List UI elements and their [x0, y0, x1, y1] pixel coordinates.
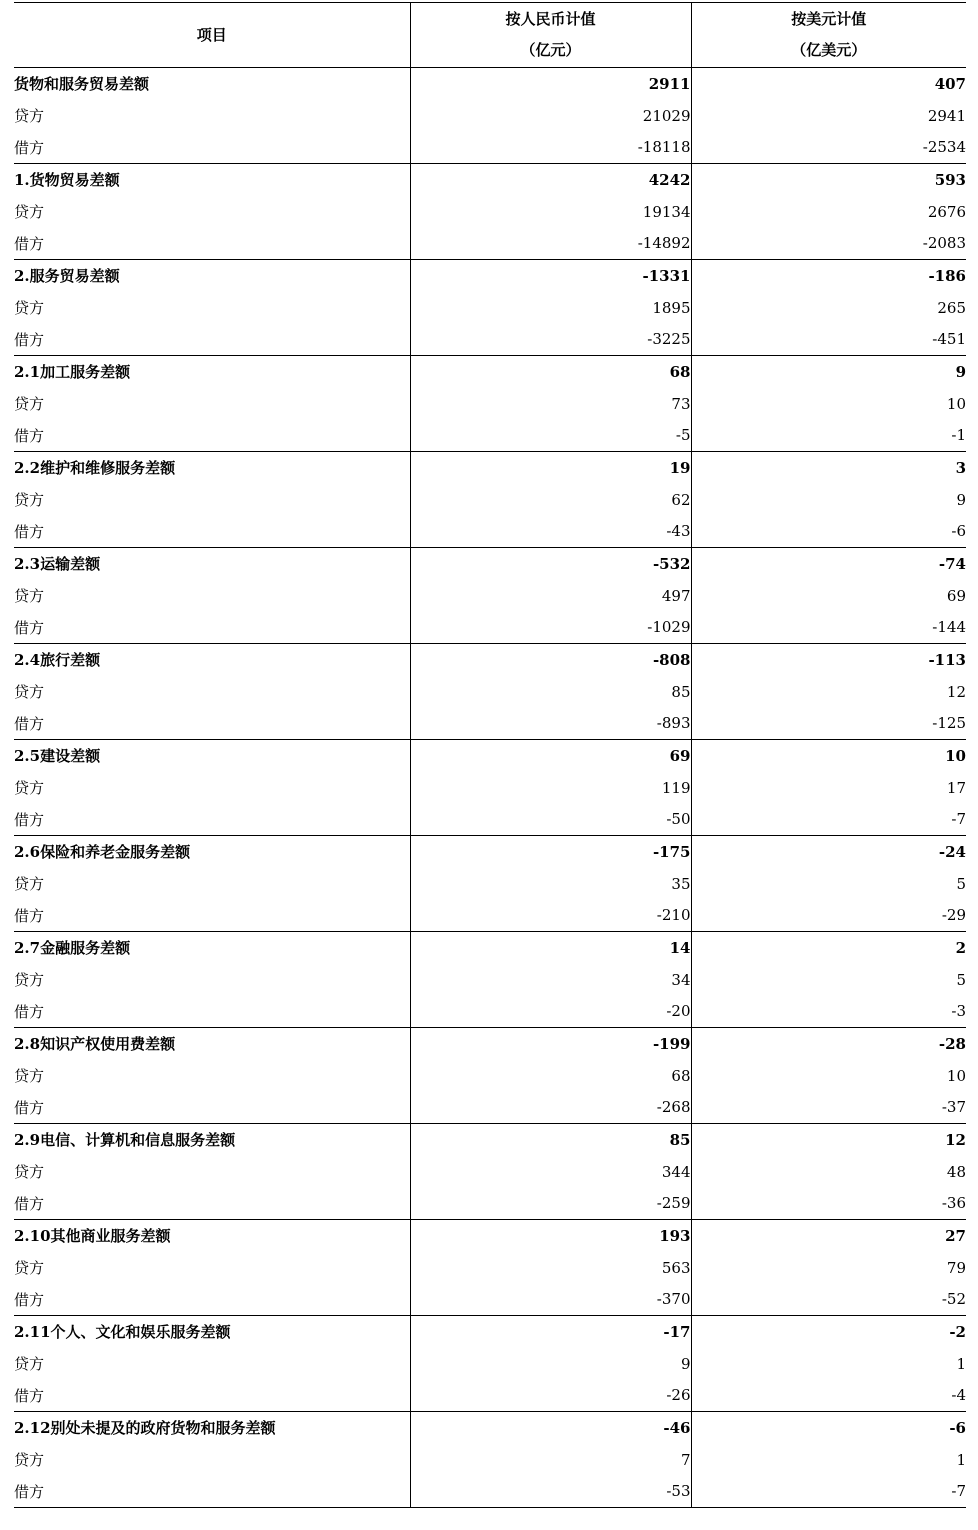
rmb-value: -46 [410, 1412, 691, 1444]
rmb-value: -199 [410, 1028, 691, 1060]
group-total-row [14, 932, 966, 964]
rmb-value: -14892 [410, 228, 691, 260]
rmb-value: -43 [410, 516, 691, 548]
credit-row [14, 388, 966, 420]
row-label: 贷方 [14, 779, 45, 797]
row-label: 借方 [14, 996, 410, 1028]
rmb-value: 1895 [410, 292, 691, 324]
table-header-row [14, 3, 966, 68]
rmb-value: -1029 [410, 612, 691, 644]
usd-value: -7 [691, 1476, 966, 1508]
group-total-row [14, 260, 966, 292]
rmb-value: -53 [410, 1476, 691, 1508]
rmb-value: -50 [410, 804, 691, 836]
row-label: 贷方 [14, 395, 45, 413]
header-item [14, 3, 410, 68]
usd-value: 3 [691, 452, 966, 484]
row-label: 贷方 [14, 491, 45, 509]
rmb-value: -3225 [410, 324, 691, 356]
usd-value: 5 [691, 964, 966, 996]
rmb-value: 85 [410, 1124, 691, 1156]
debit-row [14, 516, 966, 548]
usd-value: 10 [691, 388, 966, 420]
row-label: 借方 [14, 516, 410, 548]
usd-value: -4 [691, 1380, 966, 1412]
usd-value: 48 [691, 1156, 966, 1188]
usd-value: -451 [691, 324, 966, 356]
group-total-row [14, 740, 966, 772]
row-label: 借方 [14, 324, 410, 356]
usd-value: 10 [691, 740, 966, 772]
header-item-label: 项目 [196, 25, 227, 44]
row-label: 1.货物贸易差额 [14, 171, 120, 190]
row-label: 2.7金融服务差额 [14, 939, 131, 958]
rmb-value: 34 [410, 964, 691, 996]
row-label: 贷方 [14, 1259, 45, 1277]
usd-value: 9 [691, 484, 966, 516]
debit-row [14, 420, 966, 452]
rmb-value: 68 [410, 1060, 691, 1092]
header-rmb-line1: 按人民币计值 [505, 10, 596, 28]
group-total-row [14, 836, 966, 868]
header-rmb-line2: （亿元） [520, 41, 581, 59]
usd-value: 9 [691, 356, 966, 388]
rmb-value: 7 [410, 1444, 691, 1476]
usd-value: 2676 [691, 196, 966, 228]
rmb-value: 19 [410, 452, 691, 484]
trade-balance-table [14, 2, 966, 1508]
usd-value: -1 [691, 420, 966, 452]
row-label: 贷方 [14, 875, 45, 893]
usd-value: 79 [691, 1252, 966, 1284]
rmb-value: -5 [410, 420, 691, 452]
row-label: 货物和服务贸易差额 [14, 75, 150, 94]
row-label: 贷方 [14, 1163, 45, 1181]
usd-value: -74 [691, 548, 966, 580]
usd-value: 12 [691, 676, 966, 708]
group-total-row [14, 356, 966, 388]
rmb-value: -370 [410, 1284, 691, 1316]
usd-value: 1 [691, 1348, 966, 1380]
usd-value: -52 [691, 1284, 966, 1316]
row-label: 贷方 [14, 203, 45, 221]
row-label: 2.3运输差额 [14, 555, 101, 574]
group-total-row [14, 1316, 966, 1348]
row-label: 借方 [14, 132, 410, 164]
rmb-value: 4242 [410, 164, 691, 196]
row-label: 借方 [14, 1092, 410, 1124]
group-total-row [14, 164, 966, 196]
rmb-value: 2911 [410, 68, 691, 100]
debit-row [14, 132, 966, 164]
row-label: 贷方 [14, 971, 45, 989]
usd-value: 2941 [691, 100, 966, 132]
credit-row [14, 100, 966, 132]
debit-row [14, 324, 966, 356]
debit-row [14, 1380, 966, 1412]
row-label: 贷方 [14, 1355, 45, 1373]
debit-row [14, 228, 966, 260]
usd-value: 5 [691, 868, 966, 900]
row-label: 借方 [14, 612, 410, 644]
rmb-value: -1331 [410, 260, 691, 292]
row-label: 借方 [14, 420, 410, 452]
rmb-value: -175 [410, 836, 691, 868]
rmb-value: 119 [410, 772, 691, 804]
row-label: 贷方 [14, 683, 45, 701]
usd-value: -2534 [691, 132, 966, 164]
row-label: 贷方 [14, 587, 45, 605]
usd-value: -113 [691, 644, 966, 676]
row-label: 借方 [14, 804, 410, 836]
rmb-value: 68 [410, 356, 691, 388]
rmb-value: 73 [410, 388, 691, 420]
row-label: 借方 [14, 1284, 410, 1316]
debit-row [14, 804, 966, 836]
usd-value: -2083 [691, 228, 966, 260]
row-label: 借方 [14, 1380, 410, 1412]
rmb-value: -18118 [410, 132, 691, 164]
usd-value: -6 [691, 1412, 966, 1444]
debit-row [14, 1284, 966, 1316]
credit-row [14, 676, 966, 708]
usd-value: -24 [691, 836, 966, 868]
usd-value: -186 [691, 260, 966, 292]
header-usd-line1: 按美元计值 [791, 10, 867, 28]
row-label: 贷方 [14, 1451, 45, 1469]
rmb-value: 193 [410, 1220, 691, 1252]
credit-row [14, 1060, 966, 1092]
row-label: 2.5建设差额 [14, 747, 101, 766]
row-label: 借方 [14, 228, 410, 260]
rmb-value: 21029 [410, 100, 691, 132]
debit-row [14, 900, 966, 932]
credit-row [14, 1348, 966, 1380]
credit-row [14, 580, 966, 612]
credit-row [14, 868, 966, 900]
rmb-value: 69 [410, 740, 691, 772]
rmb-value: 62 [410, 484, 691, 516]
credit-row [14, 964, 966, 996]
credit-row [14, 1444, 966, 1476]
row-label: 贷方 [14, 299, 45, 317]
credit-row [14, 1252, 966, 1284]
row-label: 2.11个人、文化和娱乐服务差额 [14, 1323, 231, 1342]
debit-row [14, 612, 966, 644]
header-usd-line2: （亿美元） [791, 41, 867, 59]
usd-value: 17 [691, 772, 966, 804]
row-label: 2.10其他商业服务差额 [14, 1227, 171, 1246]
usd-value: 1 [691, 1444, 966, 1476]
rmb-value: -17 [410, 1316, 691, 1348]
row-label: 2.1加工服务差额 [14, 363, 131, 382]
credit-row [14, 1156, 966, 1188]
row-label: 贷方 [14, 107, 45, 125]
rmb-value: -808 [410, 644, 691, 676]
row-label: 2.12别处未提及的政府货物和服务差额 [14, 1419, 276, 1438]
usd-value: -144 [691, 612, 966, 644]
credit-row [14, 772, 966, 804]
header-usd [691, 3, 966, 68]
usd-value: 2 [691, 932, 966, 964]
rmb-value: -268 [410, 1092, 691, 1124]
row-label: 2.9电信、计算机和信息服务差额 [14, 1131, 236, 1150]
usd-value: -29 [691, 900, 966, 932]
group-total-row [14, 1412, 966, 1444]
table-body [14, 68, 966, 1508]
rmb-value: 563 [410, 1252, 691, 1284]
rmb-value: 35 [410, 868, 691, 900]
rmb-value: 14 [410, 932, 691, 964]
rmb-value: 85 [410, 676, 691, 708]
rmb-value: -893 [410, 708, 691, 740]
usd-value: -37 [691, 1092, 966, 1124]
header-rmb [410, 3, 691, 68]
usd-value: -3 [691, 996, 966, 1028]
group-total-row [14, 1124, 966, 1156]
usd-value: -36 [691, 1188, 966, 1220]
debit-row [14, 1188, 966, 1220]
row-label: 借方 [14, 900, 410, 932]
debit-row [14, 1092, 966, 1124]
group-total-row [14, 1028, 966, 1060]
row-label: 2.4旅行差额 [14, 651, 101, 670]
rmb-value: -210 [410, 900, 691, 932]
credit-row [14, 484, 966, 516]
group-total-row [14, 452, 966, 484]
debit-row [14, 1476, 966, 1508]
row-label: 2.8知识产权使用费差额 [14, 1035, 176, 1054]
rmb-value: 9 [410, 1348, 691, 1380]
row-label: 借方 [14, 1476, 410, 1508]
usd-value: 10 [691, 1060, 966, 1092]
usd-value: 265 [691, 292, 966, 324]
credit-row [14, 196, 966, 228]
group-total-row [14, 548, 966, 580]
rmb-value: -20 [410, 996, 691, 1028]
row-label: 2.2维护和维修服务差额 [14, 459, 176, 478]
rmb-value: -26 [410, 1380, 691, 1412]
row-label: 2.服务贸易差额 [14, 267, 120, 286]
group-total-row [14, 1220, 966, 1252]
row-label: 贷方 [14, 1067, 45, 1085]
usd-value: 69 [691, 580, 966, 612]
credit-row [14, 292, 966, 324]
rmb-value: 497 [410, 580, 691, 612]
usd-value: -2 [691, 1316, 966, 1348]
usd-value: 27 [691, 1220, 966, 1252]
usd-value: 407 [691, 68, 966, 100]
usd-value: -7 [691, 804, 966, 836]
debit-row [14, 708, 966, 740]
group-total-row [14, 644, 966, 676]
usd-value: -28 [691, 1028, 966, 1060]
row-label: 借方 [14, 708, 410, 740]
debit-row [14, 996, 966, 1028]
row-label: 2.6保险和养老金服务差额 [14, 843, 191, 862]
group-total-row [14, 68, 966, 100]
rmb-value: 19134 [410, 196, 691, 228]
rmb-value: -259 [410, 1188, 691, 1220]
usd-value: -125 [691, 708, 966, 740]
rmb-value: -532 [410, 548, 691, 580]
usd-value: 593 [691, 164, 966, 196]
row-label: 借方 [14, 1188, 410, 1220]
usd-value: 12 [691, 1124, 966, 1156]
usd-value: -6 [691, 516, 966, 548]
rmb-value: 344 [410, 1156, 691, 1188]
